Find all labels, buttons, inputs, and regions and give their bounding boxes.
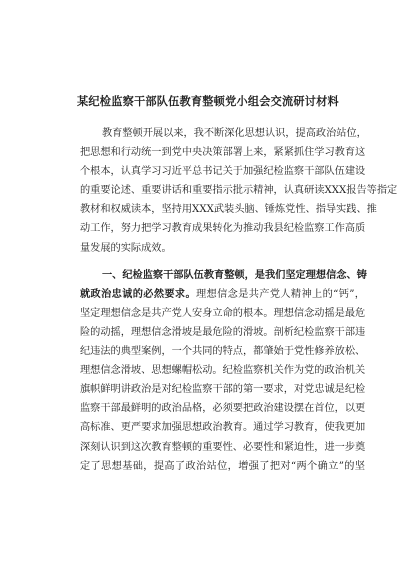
intro-line-7: 量发展的实际成效。 [80,242,172,254]
section-heading-line-1: 一、纪检监察干部队伍教育整顿，是我们坚定理想信念、铸 [102,268,367,281]
section-heading-bold-text: 就政治忠诚的必然要求。 [80,287,197,300]
section-line-8: 深刻认识到这次教育整顿的重要性、必要性和紧迫性，进一步奠 [80,441,366,453]
document-body [80,124,398,476]
section-line-7: 高标准、更严要求加强思想政治教育。通过学习教育，使我更加 [80,422,366,434]
section-line-6: 监察干部最鲜明的政治品格，必须要把政治建设摆在首位，以更 [80,403,366,415]
intro-line-4: 的重要论述、重要讲话和重要指示批示精神，认真研读XXX报告等指定 [80,185,398,197]
section-line-9: 定了思想基础，提高了政治站位，增强了把对“两个确立”的坚 [80,460,365,472]
intro-line-3: 个根本，认真学习习近平总书记关于加强纪检监察干部队伍建设 [80,166,366,178]
intro-line-6: 动工作，努力把学习教育成果转化为推动我县纪检监察工作高质 [80,223,366,235]
intro-line-5: 教材和权威读本，坚持用XXX武装头脑、锤炼党性、指导实践、推 [80,204,377,216]
paragraph-gap [80,258,365,266]
intro-line-2: 把思想和行动统一到党中央决策部署上来，紧紧抓住学习教育这 [80,147,366,159]
section-line-3: 纪违法的典型案例，一个共同的特点，都肇始于党性修养放松、 [80,346,366,358]
section-line-1: 坚定理想信念是共产党人安身立命的根本。理想信念动摇是最危 [80,307,366,319]
section-heading-line-2 [80,285,365,304]
section-line-4: 理想信念滑坡、思想螺帽松动。纪检监察机关作为党的政治机关 [80,365,366,377]
section-line-5: 旗帜鲜明讲政治是对纪检监察干部的第一要求，对党忠诚是纪检 [80,384,366,396]
intro-line-1: 教育整顿开展以来，我不断深化思想认识，提高政治站位， [102,128,367,139]
document-title: 某纪检监察干部队伍教育整顿党小组会交流研讨材料 [77,94,339,108]
section-line-2: 险的动摇，理想信念滑坡是最危险的滑坡。剖析纪检监察干部违 [80,326,366,338]
section-heading-rest-text: 理想信念是共产党人精神上的“钙”， [196,288,365,300]
